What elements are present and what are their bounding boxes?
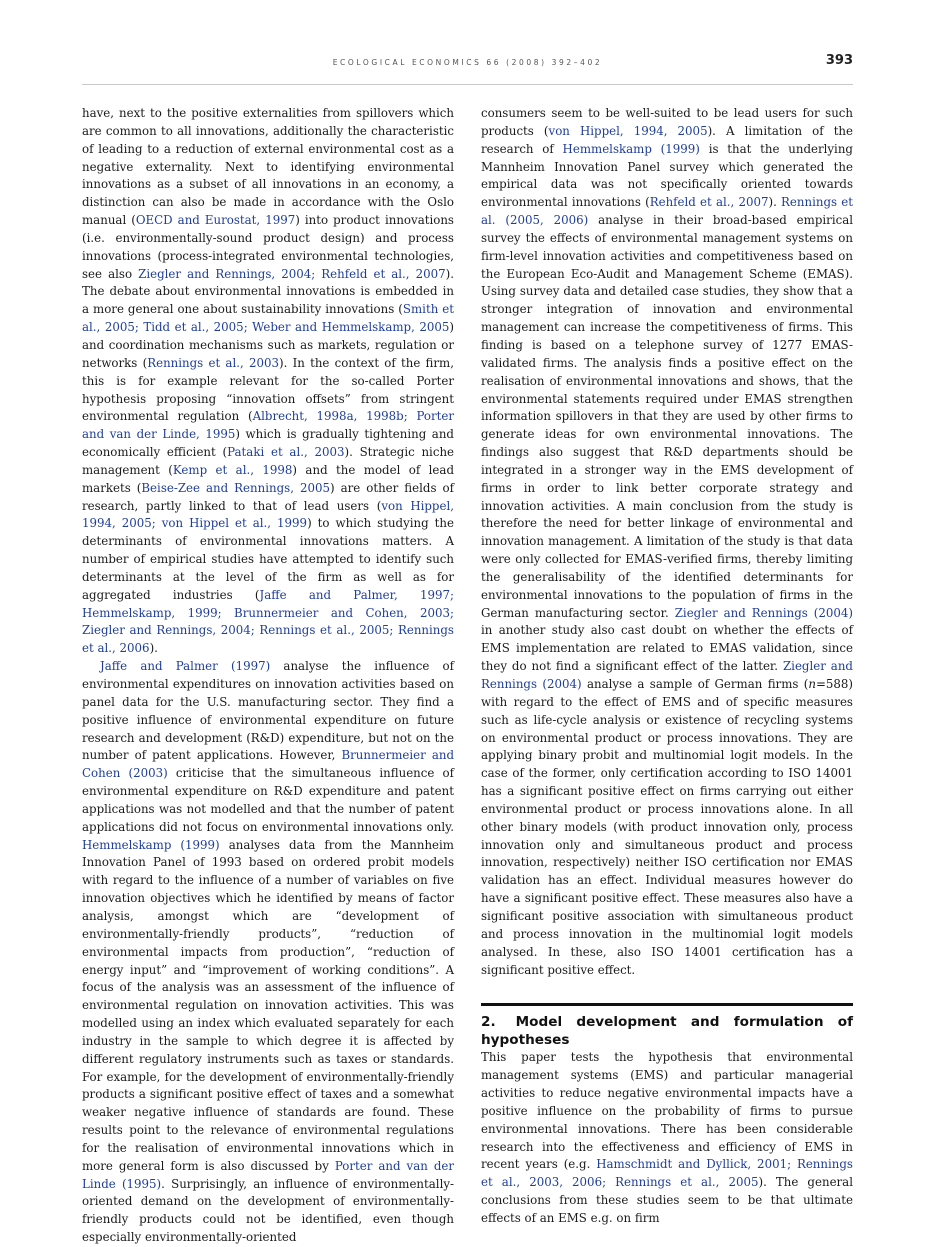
text-run: ) to which studying the determinants of environmental innovations matters. A number of empirical studies have attempted to identify such determinants at the level of the firm as well as for aggregated industries (: [82, 516, 454, 602]
left-paragraph-1: [82, 105, 454, 658]
text-run: ). A limitation of the research of: [481, 123, 854, 156]
citation-link[interactable]: Hemmelskamp (1999): [82, 837, 220, 852]
page-number: 393: [825, 53, 853, 68]
text-run: ). In the context of the firm, this is for example relevant for the so-called Porter hypothesis proposing “innovation offsets” from stringent environmental regulation (: [82, 355, 454, 424]
text-run: ).: [768, 195, 782, 210]
section-rule: [481, 1003, 853, 1006]
citation-link[interactable]: Hamschmidt and Dyllick, 2001; Rennings et al., 2003, 2006; Rennings et al., 2005: [481, 1157, 853, 1190]
section-title: Model development and formulation of hypotheses: [481, 1014, 853, 1049]
left-paragraph-2: [82, 658, 454, 1247]
citation-link[interactable]: Albrecht, 1998a, 1998b; Porter and van der Linde, 1995: [82, 409, 455, 442]
text-run: ). Strategic niche management (: [82, 445, 455, 477]
page-header: [82, 52, 853, 85]
text-run: =588) with regard to the effect of EMS and of specific measures such as life-cycle analysis or existence of recycling systems on environmental product or process innovations. They are applying binary probit and multinomial logit models. In the case of the former, only certification according to ISO 14001 has a significant positive effect on firms carrying out either environmental product or process innovations alone. In all other binary models (with product innovation only, process innovation only and simultaneous product and process innovation, respectively) neither ISO certification nor EMAS validation has an effect. Individual measures however do have a significant positive effect. These measures also have a significant positive association with simultaneous product and process innovation in the multinomial logit models analysed. In these, also ISO 14001 certification has a significant positive effect.: [481, 677, 854, 977]
citation-link[interactable]: Brunnermeier and Cohen (2003): [82, 748, 455, 781]
text-run: analyse a sample of German firms (: [581, 677, 809, 691]
text-run: analyses data from the Mannheim Innovation Panel of 1993 based on ordered probit models with regard to the influence of a number of variables on five innovation objectives which he identified by means of factor analysis, amongst which are “development of environmentally-friendly products”, “reduction of environmental impacts from production”, “reduction of energy input” and “improvement of working conditions”. A focus of the analysis was an assessment of the influence of environmental regulation on innovation activities. This was modelled using an index which evaluated separately for each industry in the sample to which degree it is affected by different regulatory instruments such as taxes or standards. For example, for the development of environmentally-friendly products a significant positive effect of taxes and a somewhat weaker negative influence of standards are found. These results point to the relevance of environmental regulations for the realisation of environmental innovations which in more general form is also discussed by: [82, 837, 454, 1173]
citation-link[interactable]: Jaffe and Palmer (1997): [100, 659, 271, 674]
text-run: ). The debate about environmental innovations is embedded in a more general one about sustainability innovations (: [82, 266, 455, 317]
citation-link[interactable]: Rehfeld et al., 2007: [649, 195, 769, 210]
citation-link[interactable]: Ziegler and Rennings (2004): [481, 659, 853, 691]
text-run: ) and the model of lead markets (: [82, 462, 454, 495]
text-run: ). The general conclusions from these studies seem to be that ultimate effects of an EMS e.g. on firm: [481, 1175, 853, 1225]
text-run: analyse in their broad-based empirical survey the effects of environmental management systems on firm-level innovation activities and competitiveness based on the European Eco-Audit and Management Scheme (EMAS). Using survey data and detailed case studies, they show that a stronger integration of innovation and environmental management can increase the competitiveness of firms. This finding is based on a telephone survey of 1277 EMAS-validated firms. The analysis finds a positive effect on the realisation of environmental innovations and shows, that the environmental statements required under EMAS strengthen information spillovers in that they are used by other firms to generate ideas for own environmental innovations. The findings also suggest that R&D departments should be integrated in a stronger way in the EMS development of firms in order to link better corporate strategy and innovation activities. A main conclusion from the study is therefore the need for better linkage of environmental and innovation management. A limitation of the study is that data were only collected for EMAS-verified firms, thereby limiting the generalisability of the identified determinants for environmental innovations to the population of firms in the German manufacturing sector.: [481, 213, 854, 620]
text-run: This paper tests the hypothesis that environmental management systems (EMS) and particular managerial activities to reduce negative environmental impacts have a positive influence on the probability of firms to pursue environmental innovations. There has been considerable research into the effectiveness and efficiency of EMS in recent years (e.g.: [481, 1050, 853, 1172]
text-run: ) are other fields of research, partly linked to that of lead users (: [82, 480, 454, 513]
text-run: ) which is gradually tightening and economically efficient (: [82, 427, 454, 460]
left-column: [82, 105, 454, 1247]
text-run: analyse the influence of environmental expenditures on innovation activities based on panel data for the U.S. manufacturing sector. They find a positive influence of environmental expenditure on future research and development (R&D) expenditure, but not on the number of patent applications. However,: [82, 659, 454, 763]
text-run: ) into product innovations (i.e. environmentally-sound product design) and process innovations (process-integrated environmental technologies, see also: [82, 213, 454, 281]
text-run: ).: [149, 641, 158, 656]
text-run: consumers seem to be well-suited to be lead users for such products (: [481, 106, 853, 138]
citation-link[interactable]: Hemmelskamp (1999): [562, 141, 700, 156]
text-run: in another study also cast doubt on whether the effects of EMS implementation are related to EMAS validation, since they do not find a significant effect of the latter.: [481, 623, 853, 674]
citation-link[interactable]: OECD and Eurostat, 1997: [135, 213, 296, 228]
text-run: is that the underlying Mannheim Innovation Panel survey which generated the empirical data was not specifically oriented towards environmental innovations (: [481, 141, 853, 210]
right-column: [481, 105, 853, 1228]
running-head: ECOLOGICAL ECONOMICS 66 (2008) 392–402: [332, 58, 603, 67]
citation-link[interactable]: Jaffe and Palmer, 1997; Hemmelskamp, 1999; Brunnermeier and Cohen, 2003; Ziegler and Rennings, 2004; Rennings et al., 2005; Rennings et al., 2006: [82, 587, 455, 656]
citation-link[interactable]: Beise-Zee and Rennings, 2005: [141, 480, 330, 495]
right-paragraph-1: [481, 105, 853, 979]
section-number: 2.: [481, 1014, 496, 1031]
italic-text: n: [808, 677, 816, 691]
citation-link[interactable]: Ziegler and Rennings (2004): [674, 605, 854, 620]
citation-link[interactable]: Smith et al., 2005; Tidd et al., 2005; Weber and Hemmelskamp, 2005: [82, 302, 454, 335]
citation-link[interactable]: von Hippel, 1994, 2005; von Hippel et al., 1999: [82, 498, 454, 531]
citation-link[interactable]: Kemp et al., 1998: [172, 462, 293, 477]
section-heading: [481, 1013, 853, 1049]
citation-link[interactable]: Rennings et al., 2003: [147, 355, 279, 370]
text-run: ) and coordination mechanisms such as markets, regulation or networks (: [82, 320, 454, 370]
text-run: criticise that the simultaneous influence of environmental expenditure on R&D expenditure and patent applications was not modelled and that the number of patent applications did not focus on environmental innovations only.: [82, 766, 454, 834]
text-run: . Surprisingly, an influence of environmentally-oriented demand on the development of environmentally-friendly products could not be identified, even though especially environmentally-oriented: [82, 1176, 454, 1245]
text-run: have, next to the positive externalities from spillovers which are common to all innovations, additionally the characteristic of leading to a reduction of external environmental cost as a negative externality. Next to identifying environmental innovations as a subset of all innovations in an economy, a distinction can also be made in accordance with the Oslo manual (: [82, 106, 454, 228]
right-paragraph-2: [481, 1049, 853, 1227]
citation-link[interactable]: Porter and van der Linde (1995): [82, 1158, 454, 1191]
citation-link[interactable]: von Hippel, 1994, 2005: [548, 123, 708, 138]
citation-link[interactable]: Pataki et al., 2003: [227, 445, 345, 460]
citation-link[interactable]: Rennings et al. (2005, 2006): [481, 195, 854, 228]
citation-link[interactable]: Ziegler and Rennings, 2004; Rehfeld et al., 2007: [138, 266, 446, 281]
